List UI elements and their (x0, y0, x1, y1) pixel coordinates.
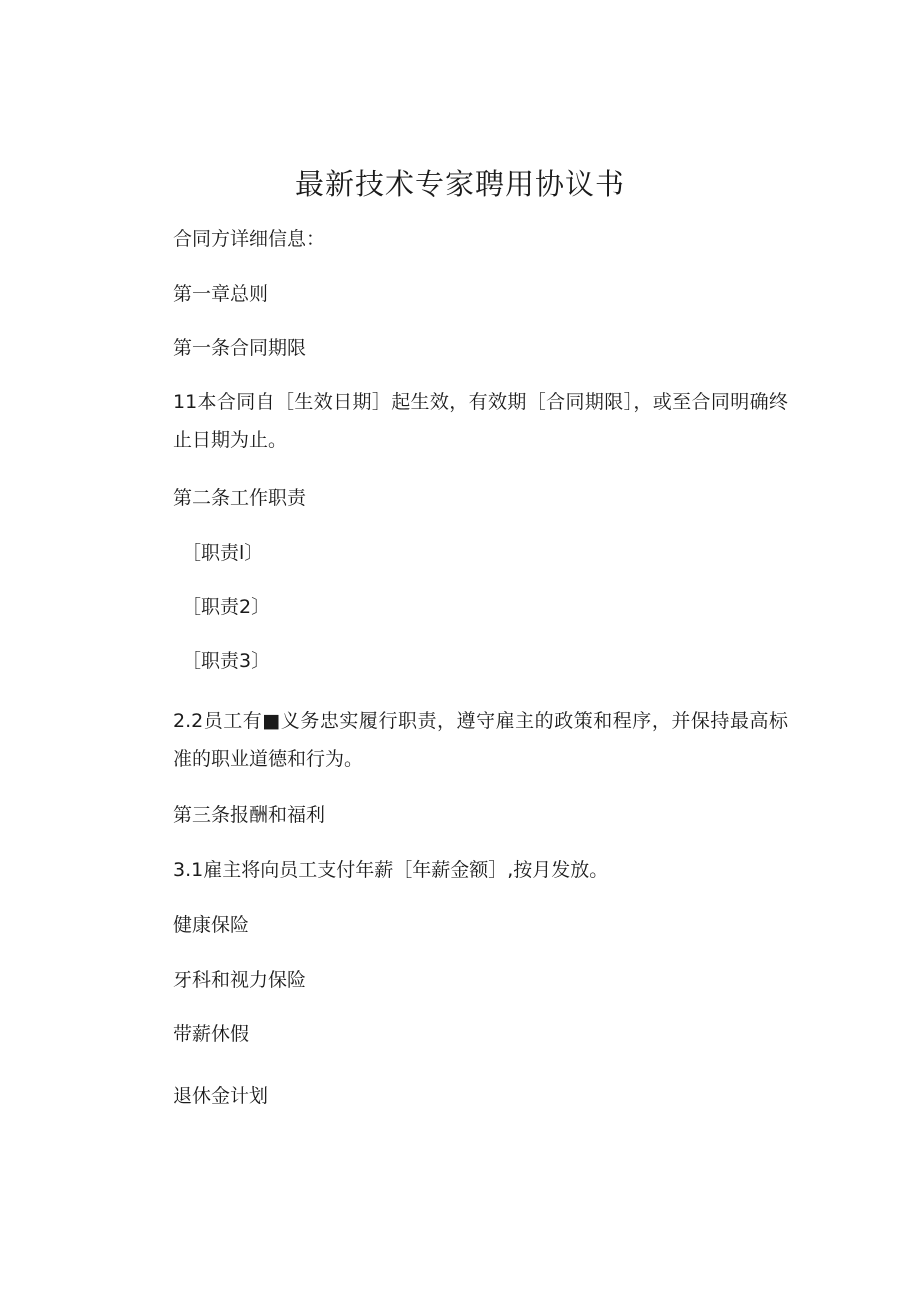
duty-item-2: ［职责2〕 (182, 596, 271, 618)
benefit-item-paid-leave: 带薪休假 (173, 1023, 250, 1045)
benefit-item-health: 健康保险 (173, 914, 250, 936)
document-title: 最新技术专家聘用协议书 (294, 167, 625, 201)
chapter-heading: 第一章总则 (173, 283, 269, 305)
duty-item-3: ［职责3〕 (182, 650, 271, 672)
article-1-heading: 第一条合同期限 (173, 337, 307, 359)
duty-item-1: ［职责l〕 (182, 542, 264, 564)
clause-2-2: 2.2员工有■义务忠实履行职责，遵守雇主的政策和程序，并保持最高标准的职业道德和行为。 (173, 710, 788, 770)
clause-3-1: 3.1雇主将向员工支付年薪［年薪金额］,按月发放。 (173, 859, 609, 881)
benefit-item-dental-vision: 牙科和视力保险 (173, 969, 307, 991)
article-2-heading: 第二条工作职责 (173, 487, 307, 509)
clause-1-1: 11本合同自［生效日期］起生效，有效期［合同期限］，或至合同明确终止日期为止。 (173, 391, 788, 451)
party-info-heading: 合同方详细信息： (173, 228, 326, 250)
benefit-item-pension: 退休金计划 (173, 1085, 269, 1107)
article-3-heading: 第三条报酬和福利 (173, 804, 326, 826)
